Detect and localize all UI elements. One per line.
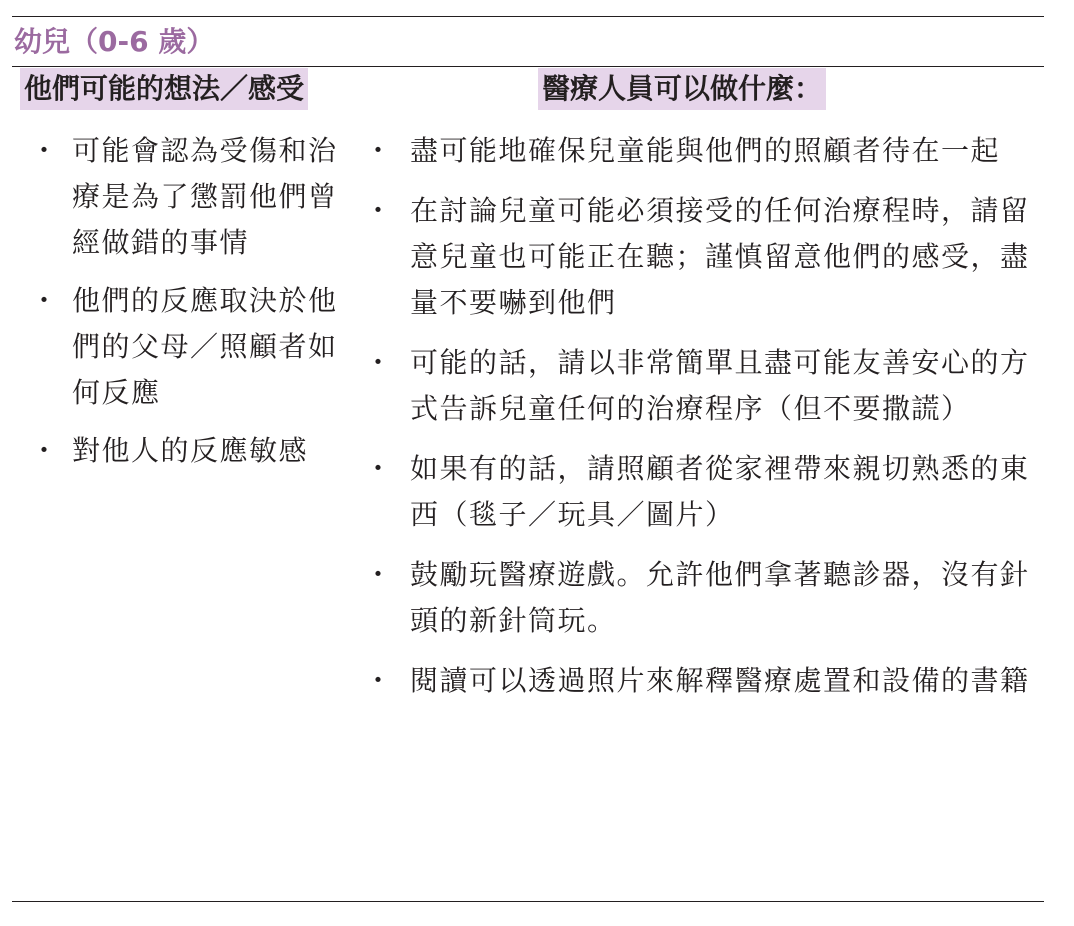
bullet-icon: ・ [364,194,394,227]
right-column-header: 醫療人員可以做什麼： [538,68,826,110]
bullet-icon: ・ [30,134,60,167]
bullet-icon: ・ [364,134,394,167]
list-item [30,428,350,474]
section-title: 幼兒（0-6 歲） [14,25,215,58]
list-item [364,658,1048,704]
list-item-text: 在討論兒童可能必須接受的任何治療程時，請留意兒童也可能正在聽；謹慎留意他們的感受，盡量不要嚇到他們 [410,194,1030,319]
list-item-text: 他們的反應取決於他們的父母／照顧者如何反應 [72,284,338,409]
list-item [364,340,1048,432]
bullet-icon: ・ [30,434,60,467]
bullet-icon: ・ [364,558,394,591]
list-item [30,278,350,416]
right-bullet-list [364,128,1048,718]
left-bullet-list [30,128,350,486]
list-item-text: 盡可能地確保兒童能與他們的照顧者待在一起 [410,134,1001,167]
bullet-icon: ・ [364,452,394,485]
list-item [364,446,1048,538]
list-item [30,128,350,266]
list-item [364,188,1048,326]
list-item-text: 可能的話，請以非常簡單且盡可能友善安心的方式告訴兒童任何的治療程序（但不要撒謊） [410,346,1030,425]
bullet-icon: ・ [364,664,394,697]
list-item-text: 對他人的反應敏感 [72,434,309,467]
list-item-text: 閱讀可以透過照片來解釋醫療處置和設備的書籍 [410,664,1030,697]
bullet-icon: ・ [364,346,394,379]
list-item [364,128,1048,174]
list-item-text: 如果有的話，請照顧者從家裡帶來親切熟悉的東西（毯子／玩具／圖片） [410,452,1030,531]
left-column-header: 他們可能的想法／感受 [20,68,308,110]
list-item [364,552,1048,644]
bottom-rule [12,901,1044,902]
bullet-icon: ・ [30,284,60,317]
top-rule [12,16,1044,17]
list-item-text: 可能會認為受傷和治療是為了懲罰他們曾經做錯的事情 [72,134,338,259]
header-rule [12,66,1044,67]
list-item-text: 鼓勵玩醫療遊戲。允許他們拿著聽診器，沒有針頭的新針筒玩。 [410,558,1030,637]
